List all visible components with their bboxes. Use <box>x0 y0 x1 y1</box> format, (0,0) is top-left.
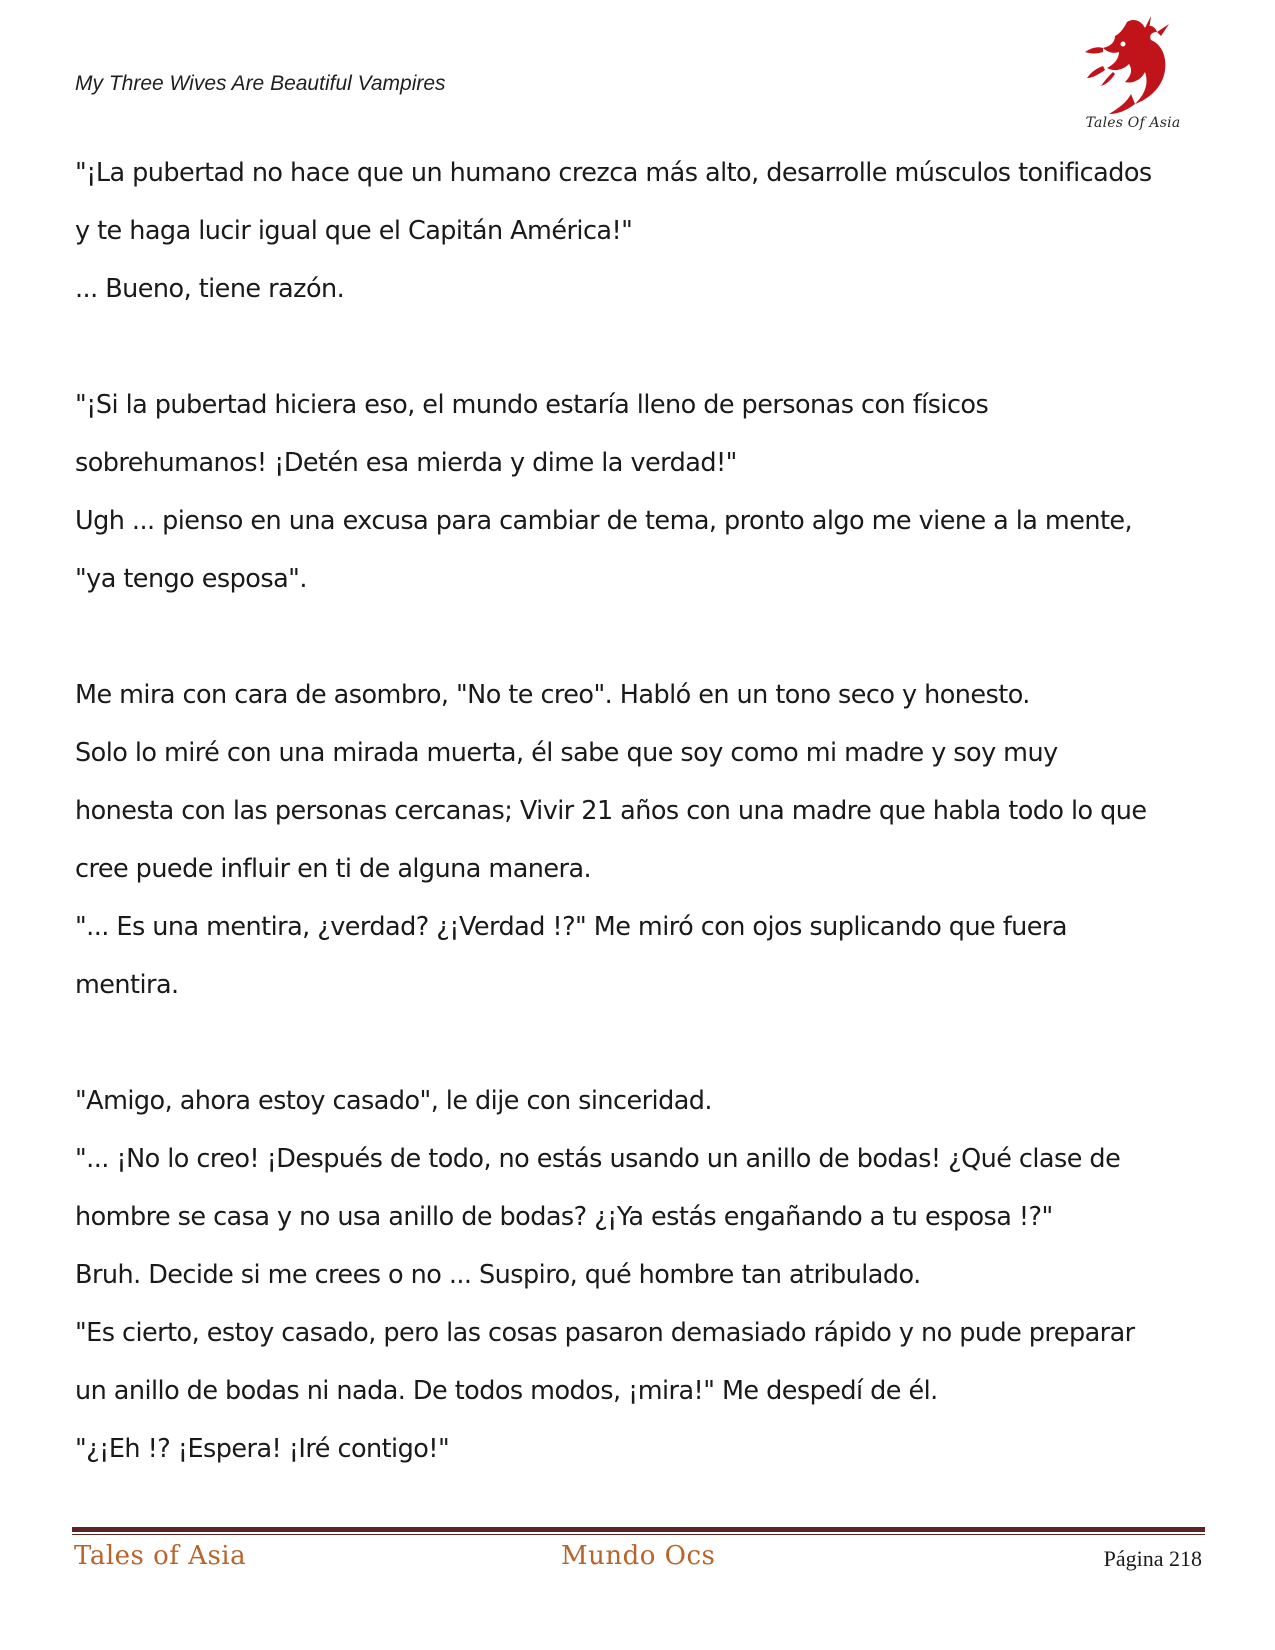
body-line: Bruh. Decide si me crees o no ... Suspiro, qué hombre tan atribulado. <box>75 1260 921 1290</box>
logo-caption: Tales Of Asia <box>1085 115 1181 131</box>
body-line: cree puede influir en ti de alguna manera. <box>75 854 592 884</box>
body-line: "... ¡No lo creo! ¡Después de todo, no estás usando un anillo de bodas! ¿Qué clase de <box>75 1144 1121 1174</box>
body-line: ... Bueno, tiene razón. <box>75 274 345 304</box>
body-line: honesta con las personas cercanas; Vivir 21 años con una madre que habla todo lo que <box>75 796 1147 826</box>
body-line: y te haga lucir igual que el Capitán América!" <box>75 216 633 246</box>
body-line: mentira. <box>75 970 179 1000</box>
body-line: "¿¡Eh !? ¡Espera! ¡Iré contigo!" <box>75 1434 450 1464</box>
body-line: Me mira con cara de asombro, "No te creo". Habló en un tono seco y honesto. <box>75 680 1030 710</box>
paragraph-break <box>75 318 1205 376</box>
body-line: Ugh ... pienso en una excusa para cambiar de tema, pronto algo me viene a la mente, <box>75 506 1133 536</box>
document-body <box>75 144 1205 1478</box>
footer-divider-thin <box>72 1534 1205 1535</box>
body-line: "¡Si la pubertad hiciera eso, el mundo estaría lleno de personas con físicos <box>75 390 989 420</box>
document-header-title: My Three Wives Are Beautiful Vampires <box>75 72 446 95</box>
footer-center-label: Mundo Ocs <box>561 1541 716 1571</box>
body-line: un anillo de bodas ni nada. De todos modos, ¡mira!" Me despedí de él. <box>75 1376 938 1406</box>
page-number: Página 218 <box>1103 1546 1202 1571</box>
paragraph-break <box>75 608 1205 666</box>
footer-divider <box>72 1527 1205 1532</box>
body-line: sobrehumanos! ¡Detén esa mierda y dime la verdad!" <box>75 448 737 478</box>
paragraph-break <box>75 1014 1205 1072</box>
body-line: "... Es una mentira, ¿verdad? ¿¡Verdad !?" Me miró con ojos suplicando que fuera <box>75 912 1067 942</box>
body-line: "Amigo, ahora estoy casado", le dije con sinceridad. <box>75 1086 712 1116</box>
footer-brand: Tales of Asia <box>74 1541 247 1571</box>
body-line: hombre se casa y no usa anillo de bodas? ¿¡Ya estás engañando a tu esposa !?" <box>75 1202 1053 1232</box>
body-line: "¡La pubertad no hace que un humano crezca más alto, desarrolle músculos tonificados <box>75 158 1152 188</box>
body-line: Solo lo miré con una mirada muerta, él sabe que soy como mi madre y soy muy <box>75 738 1058 768</box>
body-line: "Es cierto, estoy casado, pero las cosas pasaron demasiado rápido y no pude preparar <box>75 1318 1135 1348</box>
body-line: "ya tengo esposa". <box>75 564 307 594</box>
